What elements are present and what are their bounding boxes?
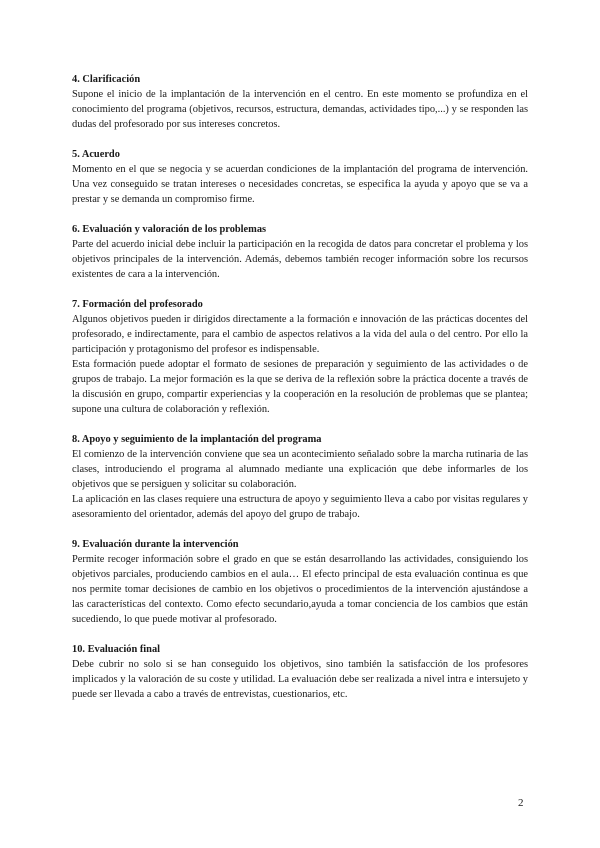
section-paragraph: La aplicación en las clases requiere una estructura de apoyo y seguimiento lleva a cabo por visitas regulares y asesoramiento del orientador, además del apoyo del grupo de trabajo.: [72, 494, 528, 520]
section-formacion-profesorado: [72, 297, 528, 417]
section-paragraph: Permite recoger información sobre el grado en que se están desarrollando las actividades, consiguiendo los objetivos parciales, produciendo cambios en el aula… El efecto principal de esta evaluación continua es que nos permite tomar decisiones de cambio en los objetivos o procedimientos de la intervención ajustándose a las características del contexto. Como efecto secundario,ayuda a tomar conciencia de los cambios que están sucediendo, lo que puede motivar al profesorado.: [72, 554, 528, 625]
section-evaluacion-durante: [72, 537, 528, 627]
section-heading: 4. Clarificación: [72, 74, 141, 85]
section-heading: 8. Apoyo y seguimiento de la implantación del programa: [72, 434, 322, 445]
section-heading: 5. Acuerdo: [72, 149, 120, 160]
section-paragraph: Debe cubrir no solo si se han conseguido los objetivos, sino también la satisfacción de los profesores implicados y la valoración de su coste y utilidad. La evaluación debe ser realizada a nivel intra e intersujeto y puede ser llevada a cabo a través de entrevistas, cuestionarios, etc.: [72, 659, 528, 700]
section-heading: 6. Evaluación y valoración de los problemas: [72, 224, 267, 235]
section-paragraph: Momento en el que se negocia y se acuerdan condiciones de la implantación del programa de intervención. Una vez conseguido se tratan intereses o necesidades concretas, se especifica la ayuda y apoyo que se va a prestar y se demanda un compromiso firme.: [72, 164, 528, 205]
section-heading: 7. Formación del profesorado: [72, 299, 203, 310]
section-evaluacion-final: [72, 642, 528, 702]
section-heading: 10. Evaluación final: [72, 644, 161, 655]
section-paragraph: Parte del acuerdo inicial debe incluir la participación en la recogida de datos para concretar el problema y los objetivos principales de la intervención. Además, debemos también recoger información sobre los recursos existentes de cara a la intervención.: [72, 239, 528, 280]
section-paragraph: El comienzo de la intervención conviene que sea un acontecimiento señalado sobre la marcha rutinaria de las clases, introduciendo el programa al alumnado mediante una explicación que debe informarles de los objetivos que se persiguen y solicitar su colaboración.: [72, 449, 528, 490]
section-paragraph: Esta formación puede adoptar el formato de sesiones de preparación y seguimiento de las actividades o de grupos de trabajo. La mejor formación es la que se deriva de la reflexión sobre la práctica docente a través de la discusión en grupo, compartir experiencias y la cooperación en la resolución de problemas que se plantea; supone una cultura de colaboración y reflexión.: [72, 359, 528, 415]
document-page: [72, 72, 528, 717]
section-paragraph: Supone el inicio de la implantación de la intervención en el centro. En este momento se profundiza en el conocimiento del programa (objetivos, recursos, estructura, demandas, actividades tipo,...) y se responden las dudas del profesorado por sus intereses concretos.: [72, 89, 528, 130]
section-acuerdo: [72, 147, 528, 207]
section-evaluacion-problemas: [72, 222, 528, 282]
section-clarificacion: [72, 72, 528, 132]
section-paragraph: Algunos objetivos pueden ir dirigidos directamente a la formación e innovación de las prácticas docentes del profesorado, e indirectamente, para el cambio de aspectos relativos a la vida del aula o del centro. Por ello la participación y protagonismo del profesor es indispensable.: [72, 314, 528, 355]
section-apoyo-seguimiento: [72, 432, 528, 522]
page-number: 2: [518, 797, 524, 809]
section-heading: 9. Evaluación durante la intervención: [72, 539, 239, 550]
